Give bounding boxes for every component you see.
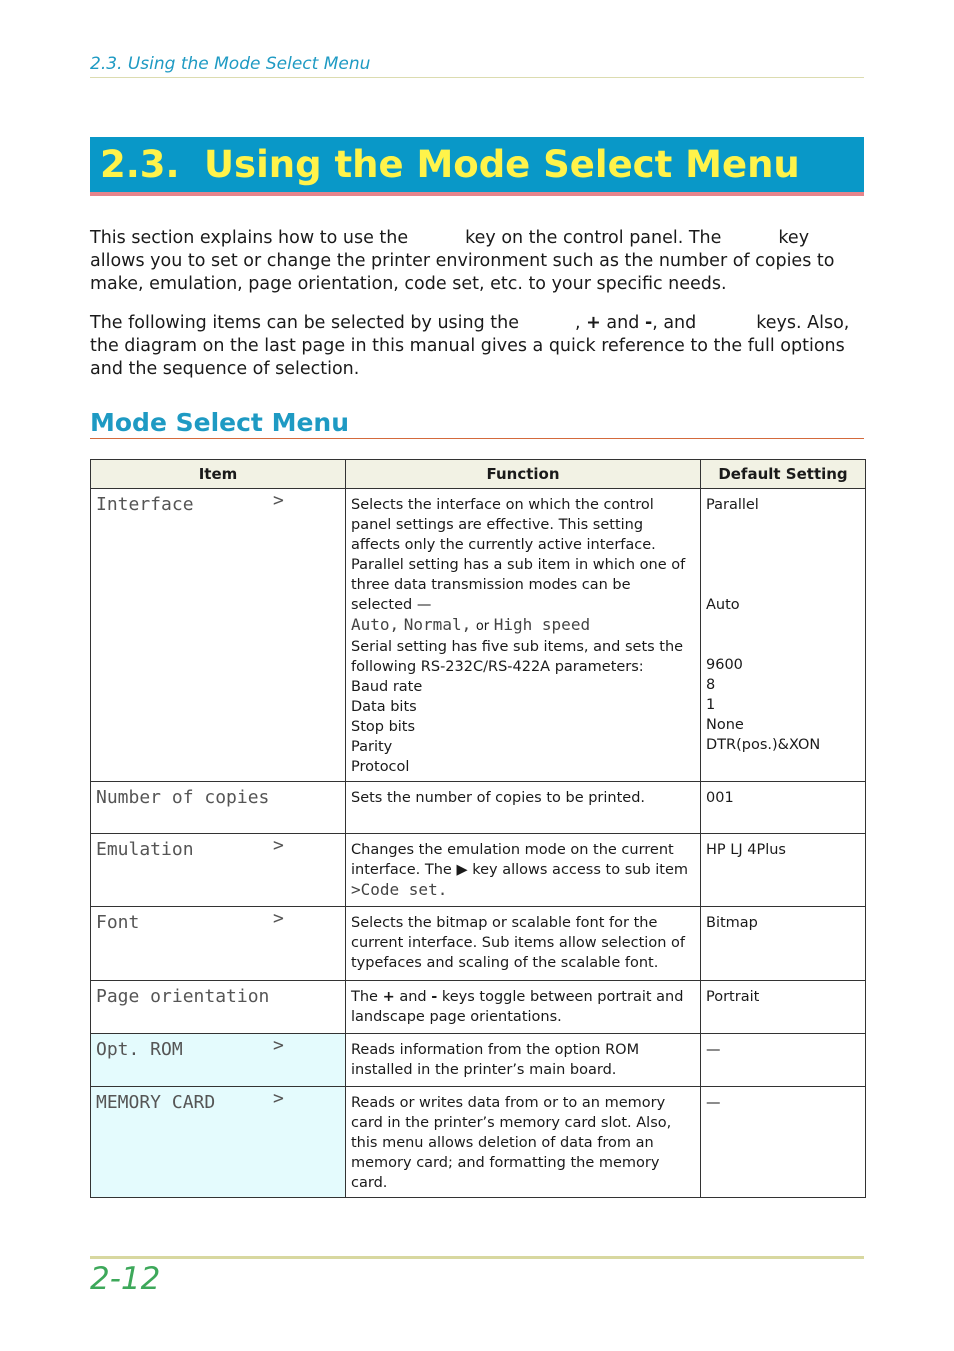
item-number-of-copies — [91, 782, 346, 834]
header-function: Function — [346, 460, 701, 489]
intro-text: key allows you to set or change the printer environment such as the number of copies to make, emulation, page orientation, code set, etc. to your specific needs. — [90, 228, 835, 294]
item-interface — [91, 489, 346, 782]
function-text: Changes the emulation mode on the current interface. The ▶ key allows access to sub item — [351, 842, 689, 878]
default-number-of-copies: 001 — [701, 782, 866, 834]
param-protocol: Protocol — [351, 759, 410, 775]
default-value: Parallel — [706, 497, 759, 513]
table-row-number-of-copies — [91, 782, 866, 834]
intro-text: This section explains how to use the — [90, 228, 409, 248]
default-memory-card: — — [701, 1087, 866, 1198]
default-value: 8 — [706, 677, 716, 693]
page-number: 2-12 — [90, 1261, 161, 1297]
plus-key: + — [382, 989, 395, 1005]
footer-rule — [90, 1256, 864, 1259]
item-emulation — [91, 834, 346, 907]
submenu-arrow-icon: > — [273, 1088, 284, 1109]
mode-or: or — [475, 619, 490, 634]
mode-auto: Auto, — [351, 615, 400, 634]
item-opt-rom — [91, 1034, 346, 1087]
default-emulation: HP LJ 4Plus — [701, 834, 866, 907]
function-page-orientation — [346, 981, 701, 1034]
function-text: Selects the interface on which the control panel settings are effective. This setting affects only the currently active interface. — [351, 497, 656, 553]
plus-key: + — [586, 313, 601, 333]
mode-normal: Normal, — [403, 615, 472, 634]
item-label: Interface — [96, 494, 194, 515]
item-label: Page orientation — [96, 986, 270, 1007]
running-head: 2.3. Using the Mode Select Menu — [90, 54, 864, 78]
table-row-font — [91, 907, 866, 981]
item-label: Number of copies — [96, 787, 270, 808]
default-value: 9600 — [706, 657, 743, 673]
minus-key: - — [644, 313, 653, 333]
submenu-arrow-icon: > — [273, 1035, 284, 1056]
default-opt-rom: — — [701, 1034, 866, 1087]
function-number-of-copies: Sets the number of copies to be printed. — [346, 782, 701, 834]
transmission-modes — [351, 615, 695, 637]
function-text: and — [399, 989, 427, 1005]
submenu-arrow-icon: > — [273, 835, 284, 856]
intro-paragraph-2 — [90, 312, 860, 381]
function-emulation — [346, 834, 701, 907]
item-memory-card — [91, 1087, 346, 1198]
default-page-orientation: Portrait — [701, 981, 866, 1034]
default-value: Auto — [706, 597, 740, 613]
mode-high-speed: High speed — [493, 615, 591, 634]
chapter-title-bar — [90, 137, 864, 196]
intro-text: keys. Also, the diagram on the last page in this manual gives a quick reference to the full options and the sequence of selection. — [90, 313, 850, 379]
param-stop-bits: Stop bits — [351, 719, 416, 735]
mode-select-menu-heading: Mode Select Menu — [90, 408, 864, 439]
param-baud-rate: Baud rate — [351, 679, 423, 695]
function-font: Selects the bitmap or scalable font for the current interface. Sub items allow selection of typefaces and scaling of the scalable font. — [346, 907, 701, 981]
table-header-row — [91, 460, 866, 489]
item-label: Font — [96, 912, 140, 933]
function-interface — [346, 489, 701, 782]
minus-key: - — [431, 989, 438, 1005]
function-text: Parallel setting has a sub item in which one of three data transmission modes can be selected — — [351, 557, 686, 613]
function-text: keys toggle between portrait and landscape page orientations. — [351, 989, 684, 1025]
default-interface — [701, 489, 866, 782]
intro-text: , — [575, 313, 581, 333]
section-number: 2.3. — [100, 143, 180, 186]
table-row-interface — [91, 489, 866, 782]
item-label: MEMORY CARD — [96, 1092, 216, 1113]
function-text: Serial setting has five sub items, and sets the following RS-232C/RS-422A parameters: — [351, 639, 684, 675]
submenu-arrow-icon: > — [273, 908, 284, 929]
intro-text: and — [606, 313, 640, 333]
item-label: Emulation — [96, 839, 194, 860]
table-row-emulation — [91, 834, 866, 907]
function-opt-rom: Reads information from the option ROM installed in the printer’s main board. — [346, 1034, 701, 1087]
item-label: Opt. ROM — [96, 1039, 183, 1060]
intro-text: The following items can be selected by using the — [90, 313, 520, 333]
default-value: None — [706, 717, 744, 733]
function-memory-card: Reads or writes data from or to an memory card in the printer’s memory card slot. Also, this menu allows deletion of data from an memory card; and formatting the memory card. — [346, 1087, 701, 1198]
mode-select-menu-table — [90, 459, 866, 1198]
table-row-memory-card — [91, 1087, 866, 1198]
intro-paragraph-1 — [90, 227, 860, 296]
default-font: Bitmap — [701, 907, 866, 981]
item-font — [91, 907, 346, 981]
default-value: 1 — [706, 697, 716, 713]
intro-text: , and — [652, 313, 697, 333]
table-row-opt-rom — [91, 1034, 866, 1087]
item-page-orientation — [91, 981, 346, 1034]
header-item: Item — [91, 460, 346, 489]
intro-text: key on the control panel. The — [465, 228, 722, 248]
header-default-setting: Default Setting — [701, 460, 866, 489]
section-title: Using the Mode Select Menu — [204, 143, 800, 186]
function-text: The — [351, 989, 378, 1005]
default-value: DTR(pos.)&XON — [706, 737, 821, 753]
submenu-arrow-icon: > — [273, 490, 284, 511]
param-data-bits: Data bits — [351, 699, 417, 715]
table-row-page-orientation — [91, 981, 866, 1034]
code-set-sub-item: >Code set. — [351, 880, 448, 899]
param-parity: Parity — [351, 739, 393, 755]
